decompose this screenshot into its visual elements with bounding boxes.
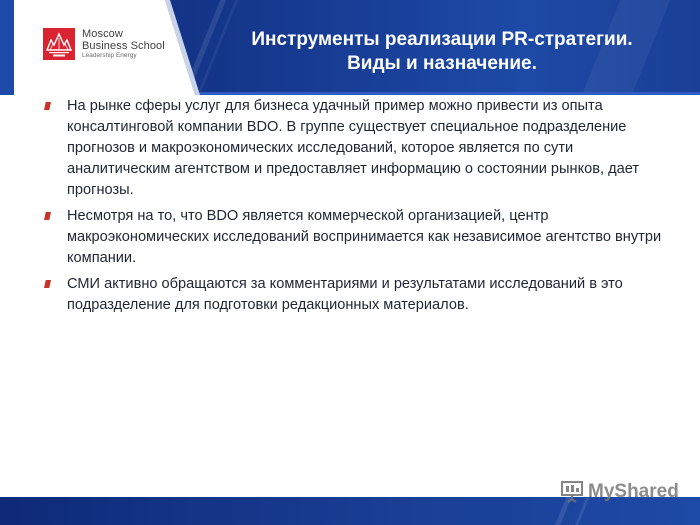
slide-title-line2: Виды и назначение. <box>347 53 537 74</box>
header-left-band <box>0 0 14 95</box>
bullet-marker-icon <box>44 212 51 220</box>
logo-line-tagline: Leadership Energy <box>82 52 137 60</box>
bullet-text: На рынке сферы услуг для бизнеса удачный пример можно привести из опыта консалтинговой компании BDO. В группе существует специальное подразделение прогнозов и макроэкономических исследований, которое является по сути аналитическим агентством и предоставляет информацию о состоянии рынков, дает прогнозы. <box>67 98 640 198</box>
bullet-marker-icon <box>44 102 51 110</box>
bullet-list <box>40 96 680 321</box>
header-bar <box>0 0 700 95</box>
logo-line-moscow: Moscow <box>82 28 123 40</box>
bullet-text: Несмотря на то, что BDO является коммерческой организацией, центр макроэкономических исследований воспринимается как независимое агентство внутри компании. <box>67 208 662 266</box>
watermark <box>560 477 679 507</box>
school-logo-icon <box>43 28 75 60</box>
bullet-text: СМИ активно обращаются за комментариями и результатами исследований в это подразделение для подготовки редакционных материалов. <box>67 276 623 313</box>
bullet-marker-icon <box>44 280 51 288</box>
slide-title-line1: Инструменты реализации PR-стратегии. <box>251 29 633 50</box>
logo-line-business-school: Business School <box>82 39 165 52</box>
school-logo-text <box>82 29 165 60</box>
slide-title <box>208 28 676 76</box>
bullet-item <box>40 206 680 269</box>
bullet-item <box>40 274 680 316</box>
bullet-item <box>40 96 680 201</box>
presentation-board-icon <box>560 481 584 503</box>
watermark-text: MyShared <box>588 481 679 502</box>
